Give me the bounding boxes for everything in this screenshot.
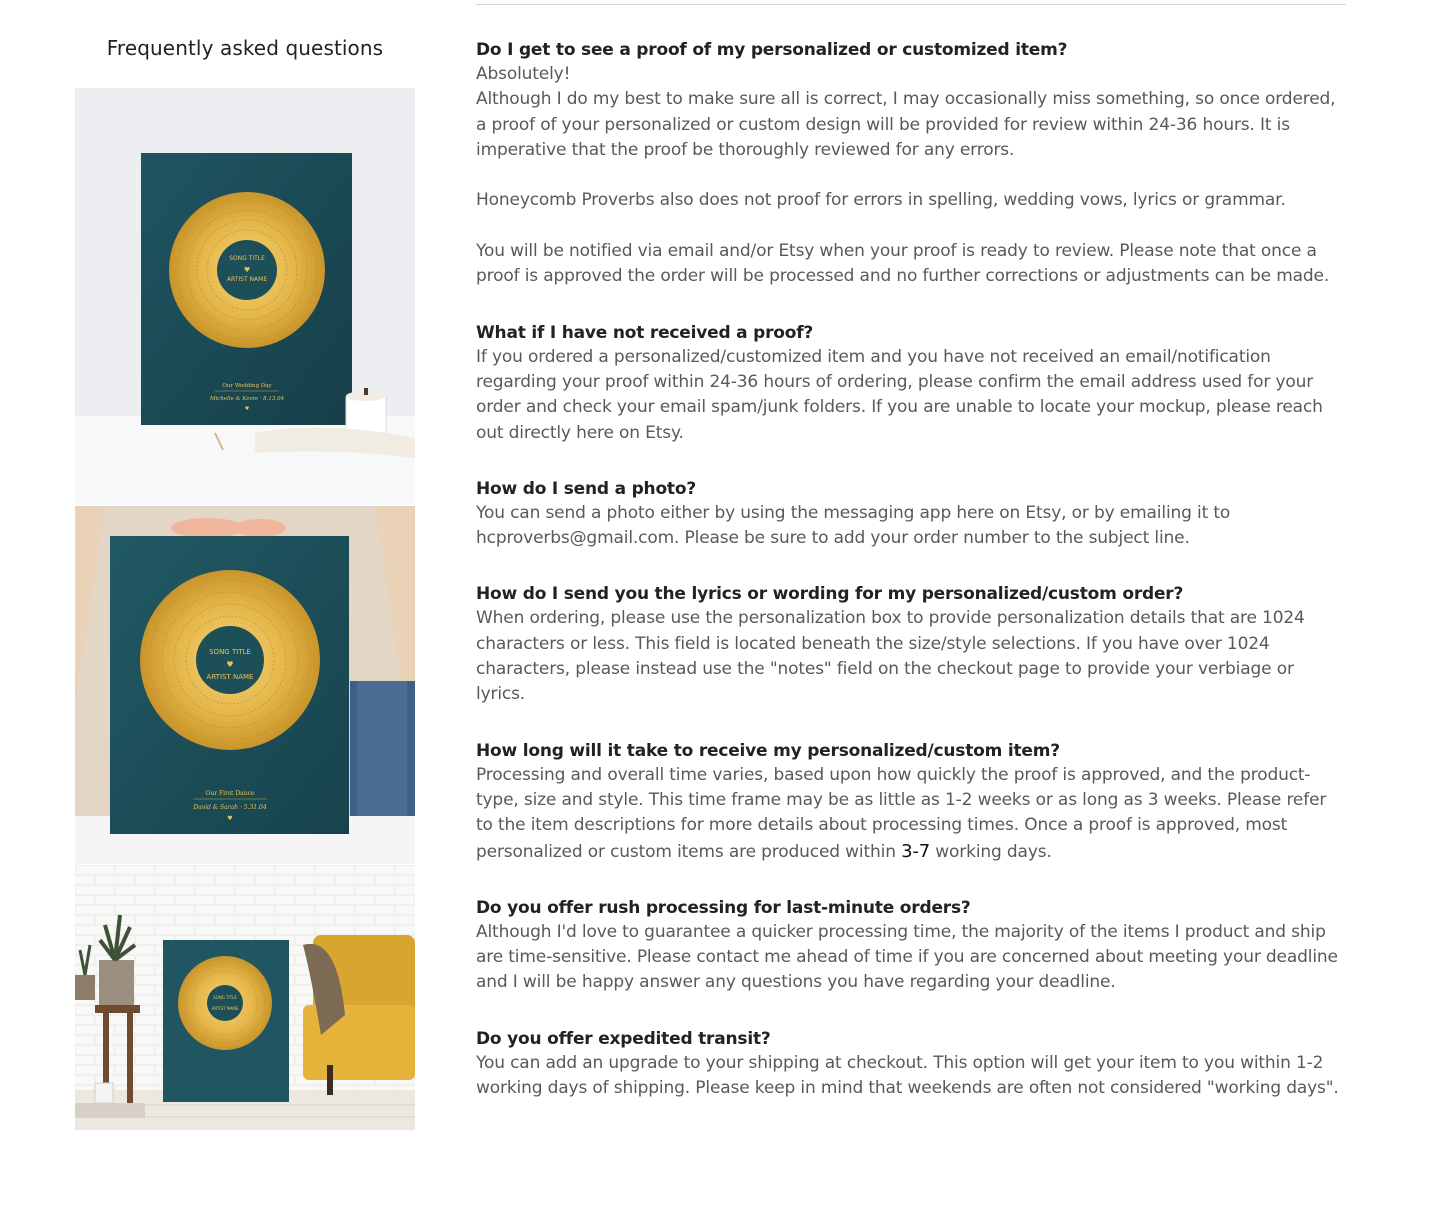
product-photo-living-room	[75, 865, 415, 1130]
song-title-label: SONG TITLE	[229, 255, 265, 262]
answer-text: Processing and overall time varies, based upon how quickly the proof is approved, and the product-type, size and style. This time frame may be as little as 1-2 weeks or as long as 3 weeks. Please refer to the item descriptions for more details about processing times. Once a proof is approved, most personalized or custom items are produced within	[476, 764, 1327, 862]
faq-answer: Absolutely! Although I do my best to make sure all is correct, I may occasionally miss something, so once ordered, a proof of your personalized or custom design will be provided for review within 24-36 hours. It is imperative that the proof be thoroughly reviewed for any errors. Honeycomb Proverbs also does not proof for errors in spelling, wedding vows, lyrics or grammar. You will be notified via email and/or Etsy when your proof is ready to review. Please note that once a proof is approved the order will be processed and no further corrections or adjustments can be made.	[476, 64, 1336, 287]
faq-item-expedited-transit	[476, 1027, 1348, 1102]
answer-text: working days.	[930, 841, 1052, 862]
faq-answer	[476, 763, 1348, 865]
faq-question: What if I have not received a proof?	[476, 322, 814, 343]
poster-names: David & Sarah · 5.31.04	[193, 804, 267, 811]
faq-answer: You can send a photo either by using the messaging app here on Etsy, or by emailing it to hcproverbs@gmail.com. Please be sure to add your order number to the subject line.	[476, 502, 1231, 549]
faq-item-send-photo	[476, 477, 1348, 552]
faq-question: How do I send you the lyrics or wording for my personalized/custom order?	[476, 584, 1184, 605]
faq-answer: Although I'd love to guarantee a quicker processing time, the majority of the items I product and ship are time-sensitive. Please contact me ahead of time if you are concerned about meeting your deadline and I will be happy answer any questions you have regarding your deadline.	[476, 921, 1338, 993]
faq-question: Do you offer expedited transit?	[476, 1028, 771, 1049]
faq-question: Do I get to see a proof of my personalized or customized item?	[476, 40, 1068, 60]
svg-text:♥: ♥	[226, 660, 234, 669]
faq-list	[476, 38, 1348, 1132]
faq-item-proof	[476, 38, 1348, 290]
song-title-label: SONG TITLE	[209, 648, 251, 656]
faq-item-no-proof	[476, 321, 1348, 446]
svg-text:♥: ♥	[243, 266, 251, 274]
faq-heading: Frequently asked questions	[106, 36, 384, 60]
top-divider	[476, 4, 1346, 5]
product-photo-wedding	[75, 88, 415, 505]
svg-text:♥: ♥	[244, 406, 250, 412]
poster-names: Michelle & Kevin · 8.13.04	[209, 396, 285, 402]
product-photo-first-dance	[75, 506, 415, 864]
faq-question: Do you offer rush processing for last-minute orders?	[476, 897, 971, 918]
faq-answer: If you ordered a personalized/customized item and you have not received an email/notification regarding your proof within 24-36 hours of ordering, please confirm the email address used for your order and check your email spam/junk folders. If you are unable to locate your mockup, please reach out directly here on Etsy.	[476, 346, 1323, 443]
faq-question: How do I send a photo?	[476, 478, 696, 499]
poster-caption: Our Wedding Day	[222, 383, 272, 389]
poster-caption: Our First Dance	[205, 790, 255, 797]
faq-item-rush-processing	[476, 896, 1348, 996]
faq-question: How long will it take to receive my personalized/custom item?	[476, 740, 1060, 761]
faq-answer: You can add an upgrade to your shipping at checkout. This option will get your item to you within 1-2 working days of shipping. Please keep in mind that weekends are often not considered "working days".	[476, 1052, 1339, 1099]
song-title-label: SONG TITLE	[213, 995, 237, 1000]
faq-item-send-lyrics	[476, 582, 1348, 707]
processing-days: 3-7	[901, 840, 931, 862]
artist-name-label: ARTIST NAME	[226, 276, 268, 283]
svg-text:♥: ♥	[227, 815, 233, 822]
faq-item-processing-time	[476, 739, 1348, 865]
faq-answer: When ordering, please use the personalization box to provide personalization details that are 1024 characters or less. This field is located beneath the size/style selections. If you have over 1024 characters, please instead use the "notes" field on the checkout page to provide your verbiage or lyrics.	[476, 608, 1305, 705]
artist-name-label: ARTIST NAME	[206, 673, 254, 681]
artist-name-label: ARTIST NAME	[211, 1006, 239, 1011]
